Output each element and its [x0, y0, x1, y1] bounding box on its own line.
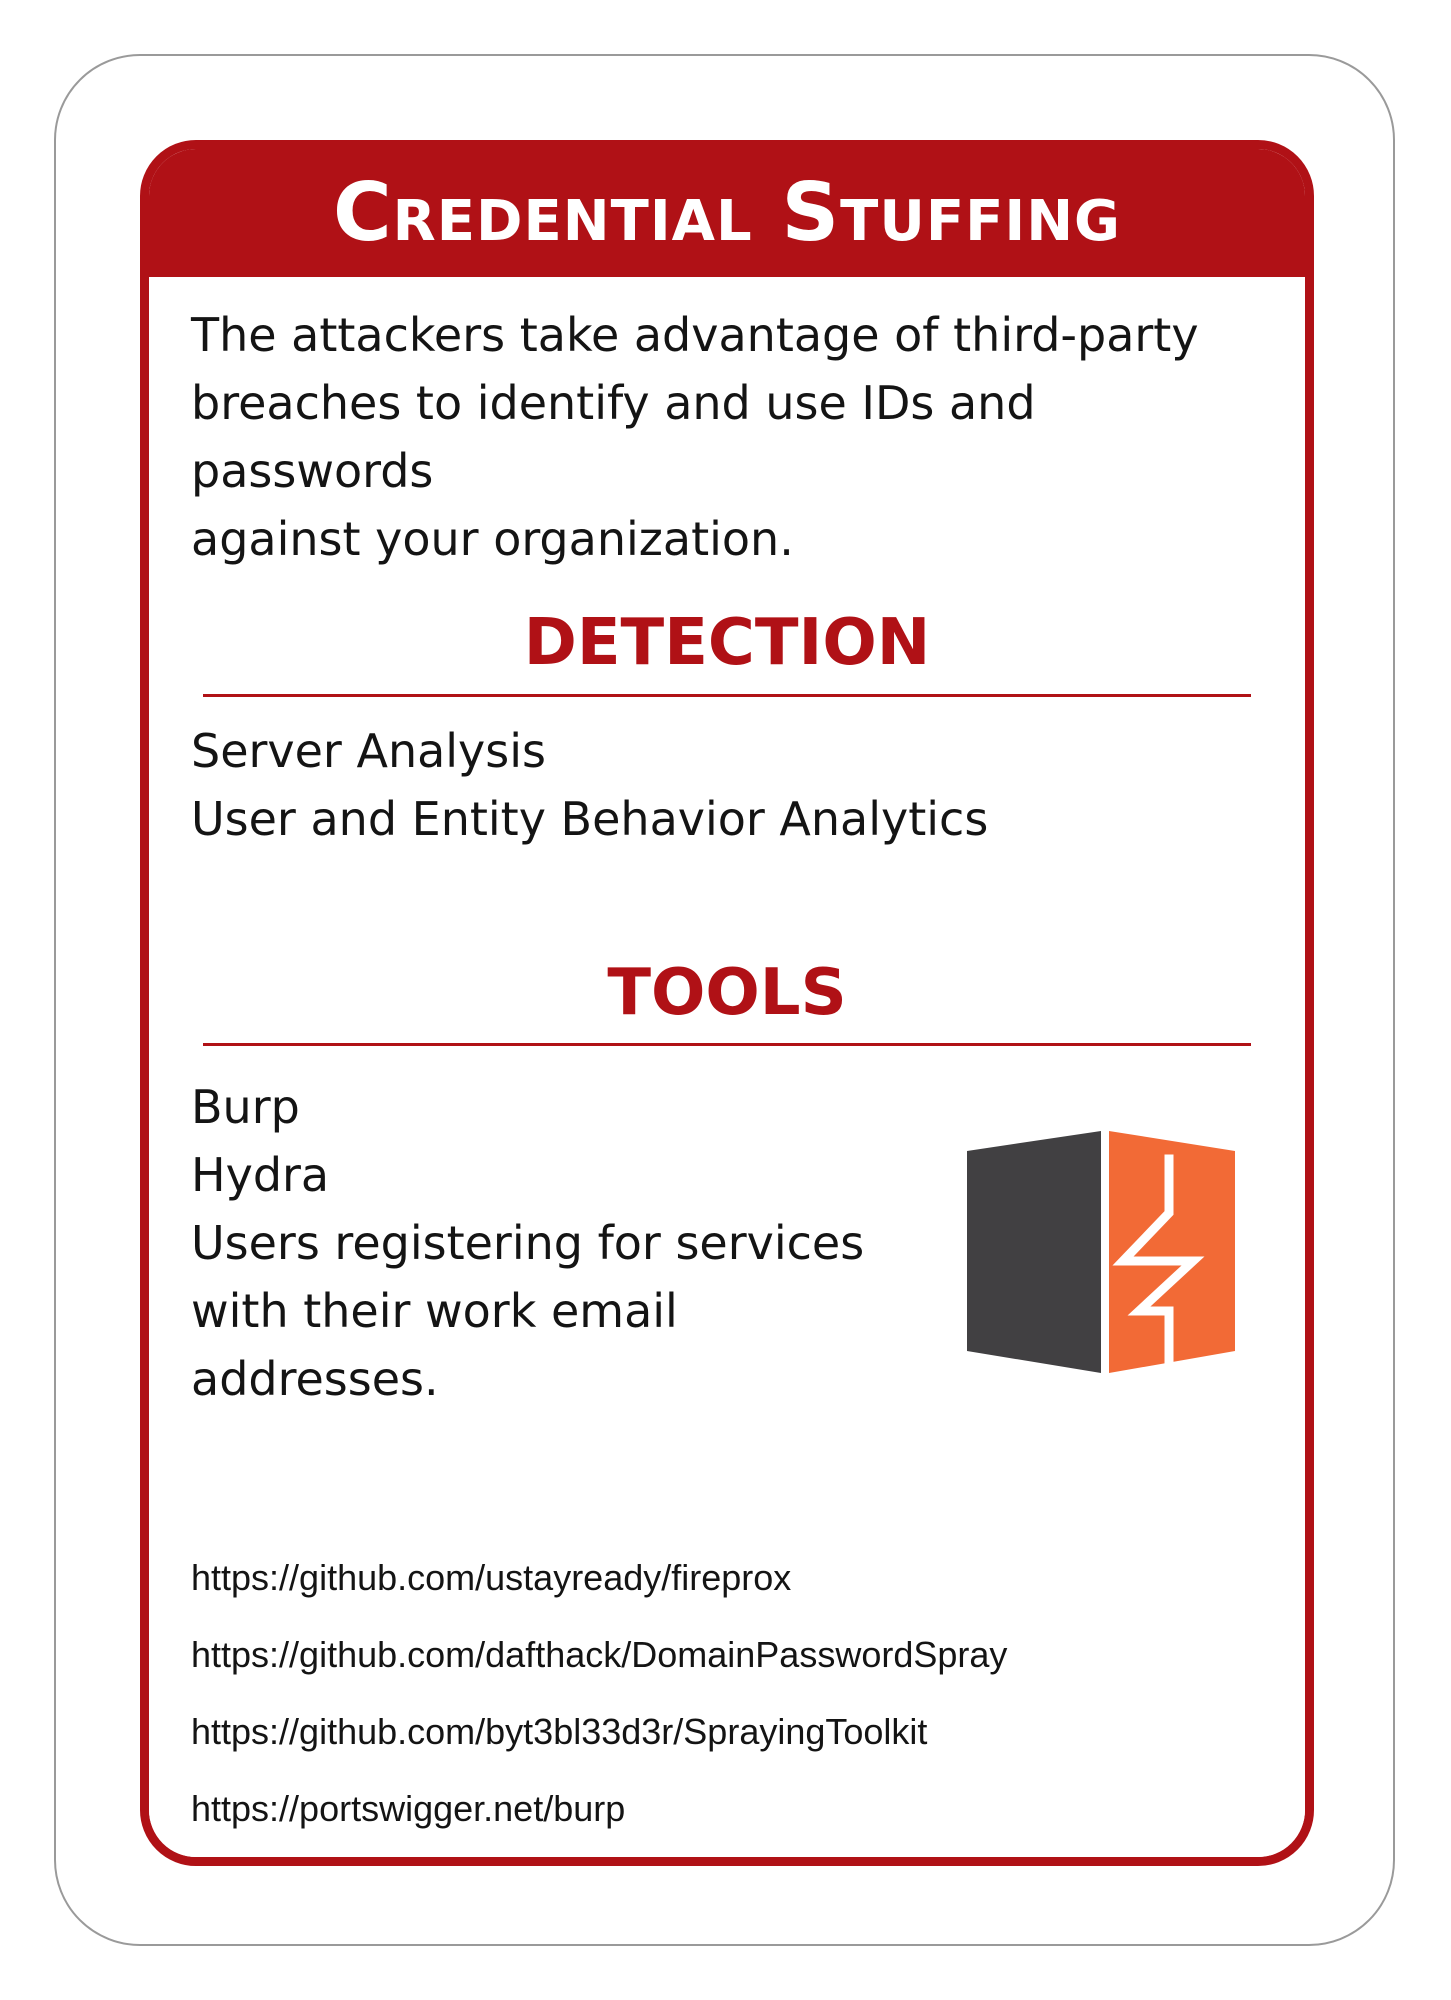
- link-portswigger-burp[interactable]: https://portswigger.net/burp: [191, 1788, 626, 1829]
- link-item[interactable]: [191, 1770, 1007, 1847]
- card-inner-frame: [140, 140, 1314, 1866]
- link-item[interactable]: [191, 1616, 1007, 1693]
- detection-item: Server Analysis: [191, 724, 546, 778]
- link-domain-password-spray[interactable]: https://github.com/dafthack/DomainPasswordSpray: [191, 1634, 1008, 1675]
- tools-note: Users registering for services with their work email addresses.: [191, 1216, 865, 1406]
- detection-item: User and Entity Behavior Analytics: [191, 792, 989, 846]
- link-fireprox[interactable]: https://github.com/ustayready/fireprox: [191, 1557, 792, 1598]
- link-item[interactable]: [191, 1693, 1007, 1770]
- tool-item: Hydra: [191, 1148, 330, 1202]
- detection-heading: DETECTION: [523, 606, 931, 680]
- tool-item: Burp: [191, 1080, 300, 1134]
- tools-heading: TOOLS: [607, 956, 847, 1030]
- link-spraying-toolkit[interactable]: https://github.com/byt3bl33d3r/SprayingToolkit: [191, 1711, 928, 1752]
- burp-suite-logo-icon: [967, 1129, 1237, 1379]
- detection-divider: [203, 694, 1251, 697]
- tools-list: [191, 1073, 329, 1209]
- card-description: The attackers take advantage of third-party breaches to identify and use IDs and passwords against your organization.: [191, 308, 1199, 566]
- detection-list: [191, 717, 988, 853]
- reference-links: [191, 1539, 1007, 1847]
- tools-divider: [203, 1043, 1251, 1046]
- card-title: Credential Stuffing: [332, 166, 1122, 259]
- link-item[interactable]: [191, 1539, 1007, 1616]
